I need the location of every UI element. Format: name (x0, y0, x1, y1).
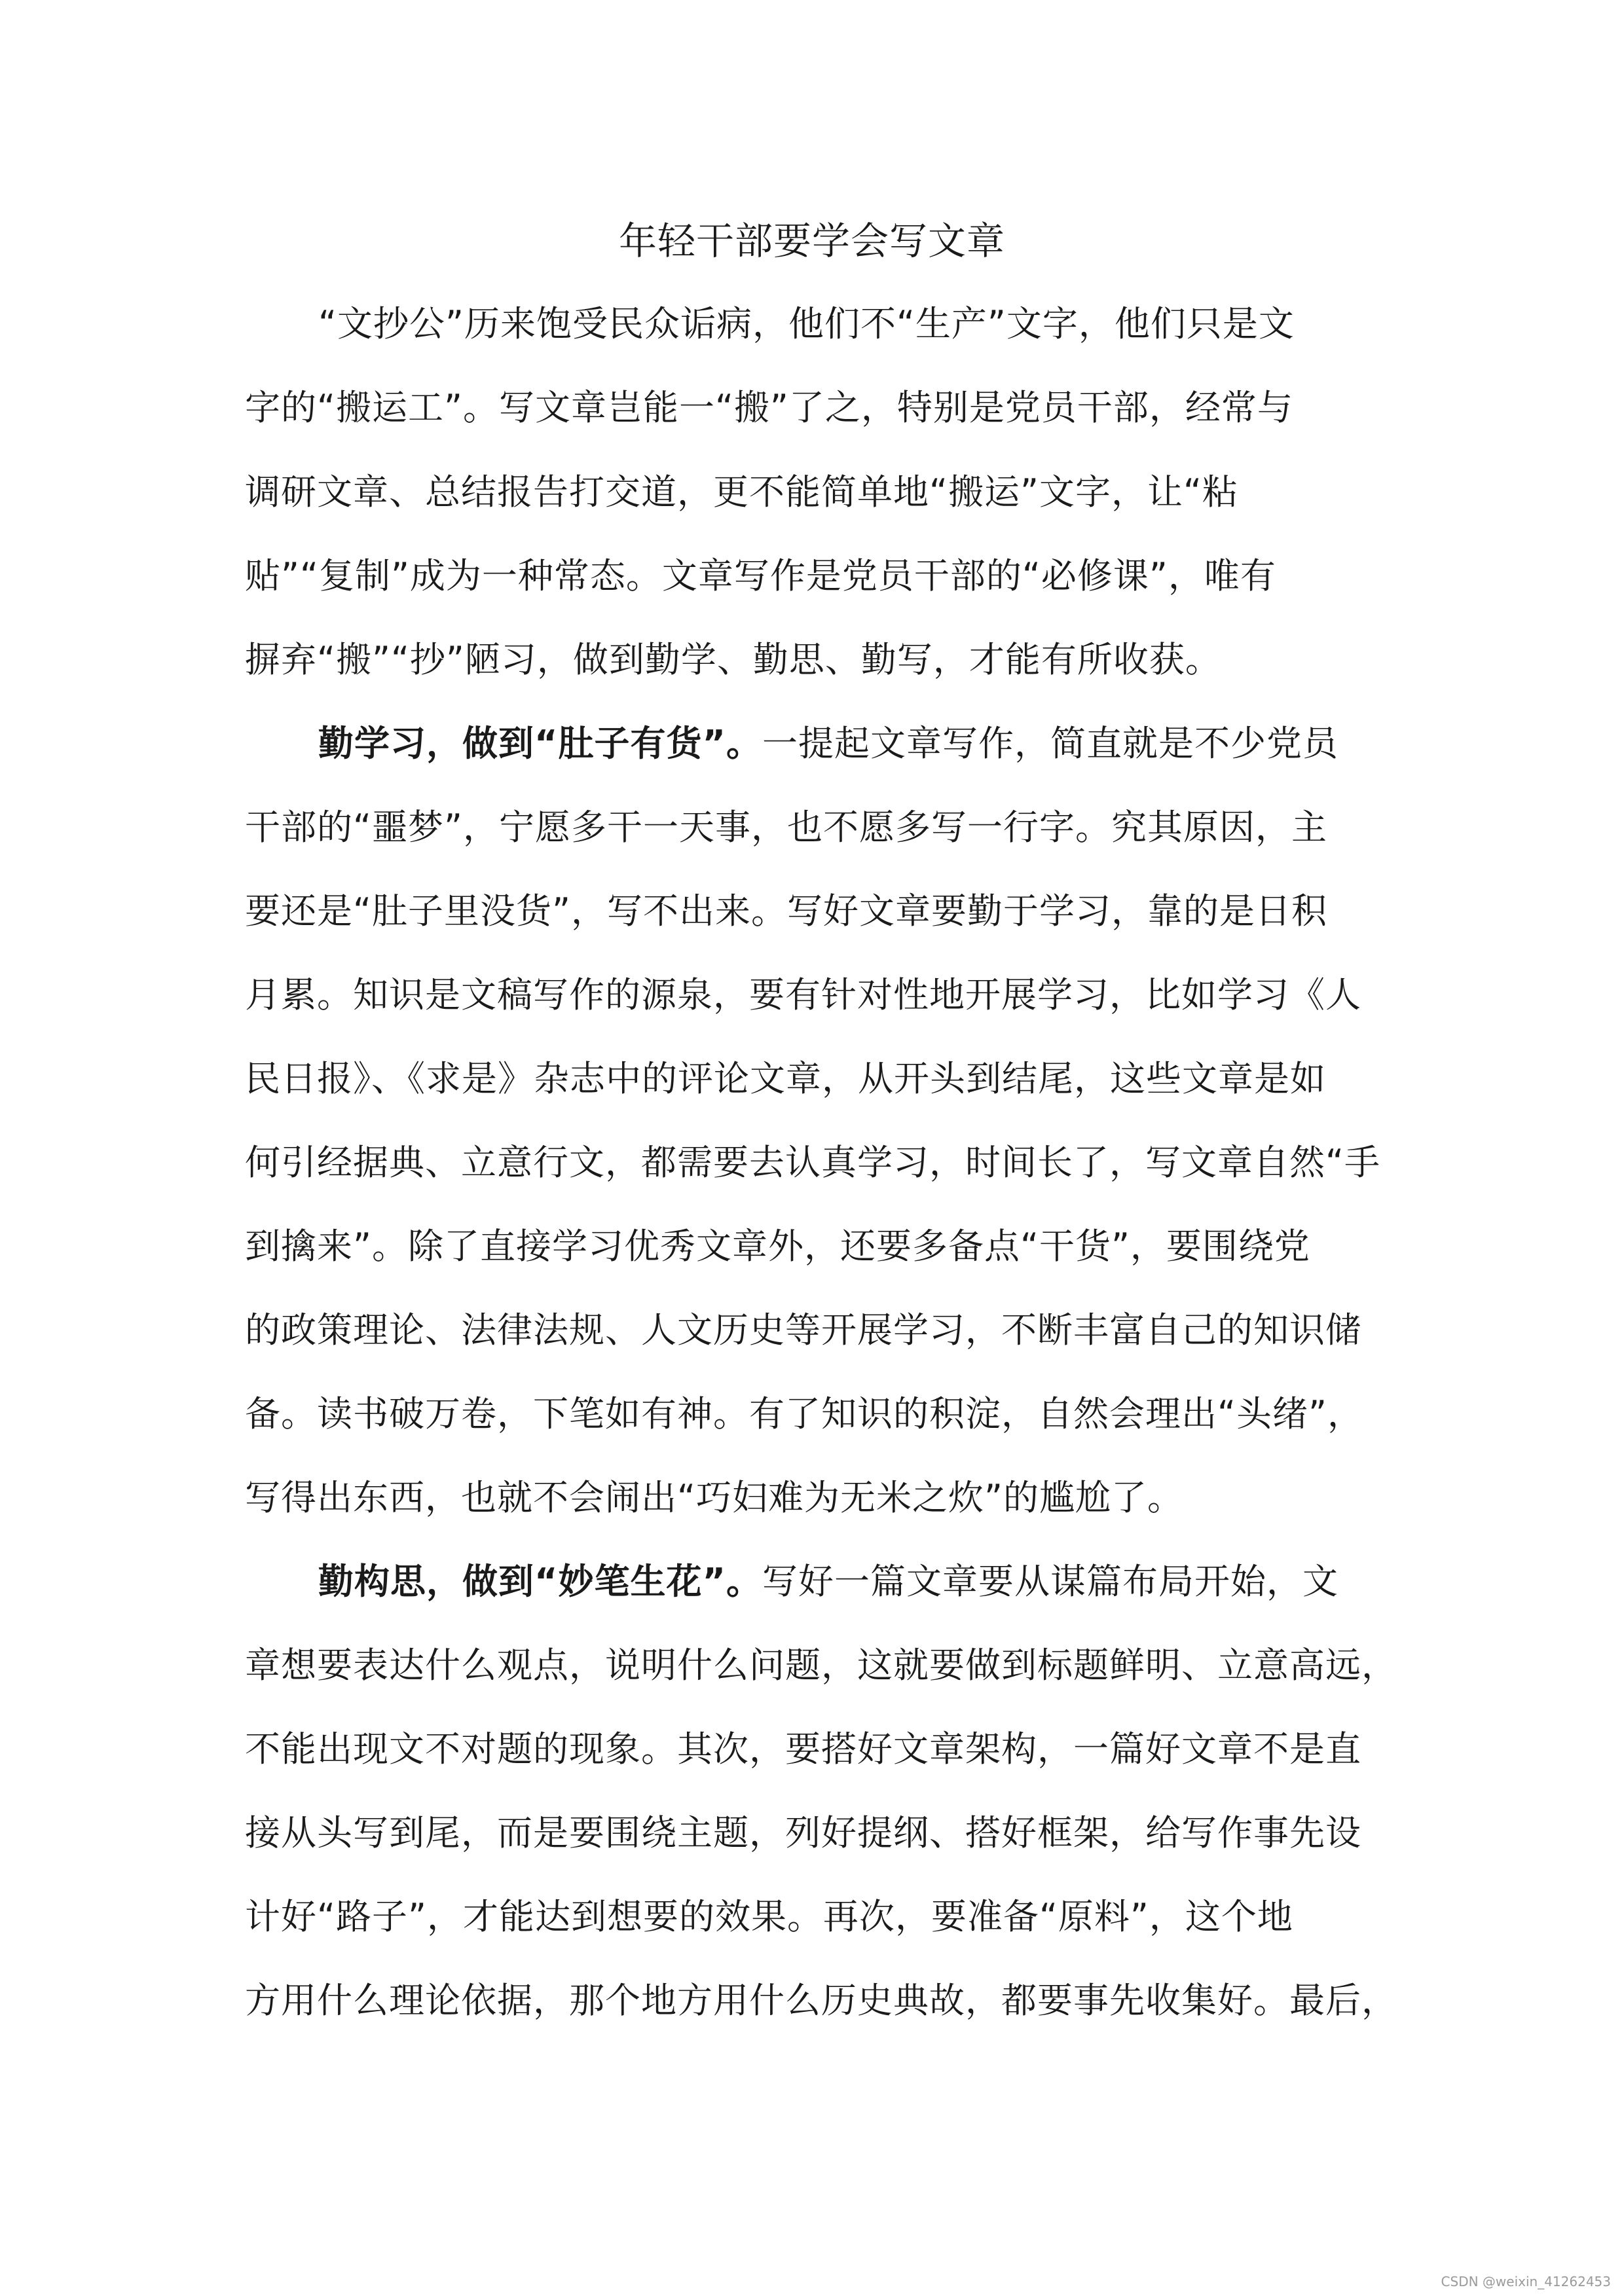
paragraph-2-line-6: 何引经据典、立意行文，都需要去认真学习，时间长了，写文章自然“手 (245, 1142, 1380, 1183)
paragraph-3-line-2: 章想要表达什么观点，说明什么问题，这就要做到标题鲜明、立意高远， (245, 1645, 1397, 1686)
paragraph-2-line-7: 到擒来”。除了直接学习优秀文章外，还要多备点“干货”，要围绕党 (245, 1226, 1310, 1267)
paragraph-3-line-1 (318, 1549, 1338, 1614)
paragraph-3-line-6: 方用什么理论依据，那个地方用什么历史典故，都要事先收集好。最后， (245, 1980, 1397, 2021)
paragraph-3-lead: 勤构思，做到“妙笔生花”。 (318, 1561, 762, 1602)
page-title: 年轻干部要学会写文章 (618, 219, 1005, 263)
paragraph-2-line-5: 民日报》、《求是》杂志中的评论文章，从开头到结尾，这些文章是如 (245, 1058, 1326, 1099)
paragraph-2-line-3: 要还是“肚子里没货”，写不出来。写好文章要勤于学习，靠的是日积 (245, 890, 1327, 932)
paragraph-2-line-4: 月累。知识是文稿写作的源泉，要有针对性地开展学习，比如学习《人 (245, 974, 1361, 1015)
paragraph-2-line-1 (318, 711, 1338, 776)
paragraph-3-line-1-text: 写好一篇文章要从谋篇布局开始，文 (762, 1561, 1338, 1602)
paragraph-1-line-2: 字的“搬运工”。写文章岂能一“搬”了之，特别是党员干部，经常与 (245, 387, 1293, 428)
csdn-watermark: CSDN @weixin_41262453 (1441, 2274, 1611, 2289)
paragraph-1-line-1: “文抄公”历来饱受民众诟病，他们不“生产”文字，他们只是文 (318, 303, 1295, 344)
paragraph-2-line-9: 备。读书破万卷，下笔如有神。有了知识的积淀，自然会理出“头绪”， (245, 1393, 1363, 1434)
paragraph-2-lead: 勤学习，做到“肚子有货”。 (318, 723, 762, 764)
paragraph-3-line-4: 接从头写到尾，而是要围绕主题，列好提纲、搭好框架，给写作事先设 (245, 1812, 1361, 1853)
paragraph-2-line-8: 的政策理论、法律法规、人文历史等开展学习，不断丰富自己的知识储 (245, 1309, 1361, 1351)
paragraph-2-line-2: 干部的“噩梦”，宁愿多干一天事，也不愿多写一行字。究其原因，主 (245, 807, 1327, 848)
paragraph-3-line-5: 计好“路子”，才能达到想要的效果。再次，要准备“原料”，这个地 (245, 1896, 1293, 1937)
paragraph-3-line-3: 不能出现文不对题的现象。其次，要搭好文章架构，一篇好文章不是直 (245, 1728, 1361, 1770)
paragraph-1-line-4: 贴”“复制”成为一种常态。文章写作是党员干部的“必修课”，唯有 (245, 555, 1276, 596)
paragraph-1-line-5: 摒弃“搬”“抄”陋习，做到勤学、勤思、勤写，才能有所收获。 (245, 639, 1221, 680)
paragraph-2-line-10: 写得出东西，也就不会闹出“巧妇难为无米之炊”的尴尬了。 (245, 1477, 1183, 1518)
paragraph-1-line-3: 调研文章、总结报告打交道，更不能简单地“搬运”文字，让“粘 (245, 471, 1238, 513)
paragraph-2-line-1-text: 一提起文章写作，简直就是不少党员 (762, 723, 1338, 764)
